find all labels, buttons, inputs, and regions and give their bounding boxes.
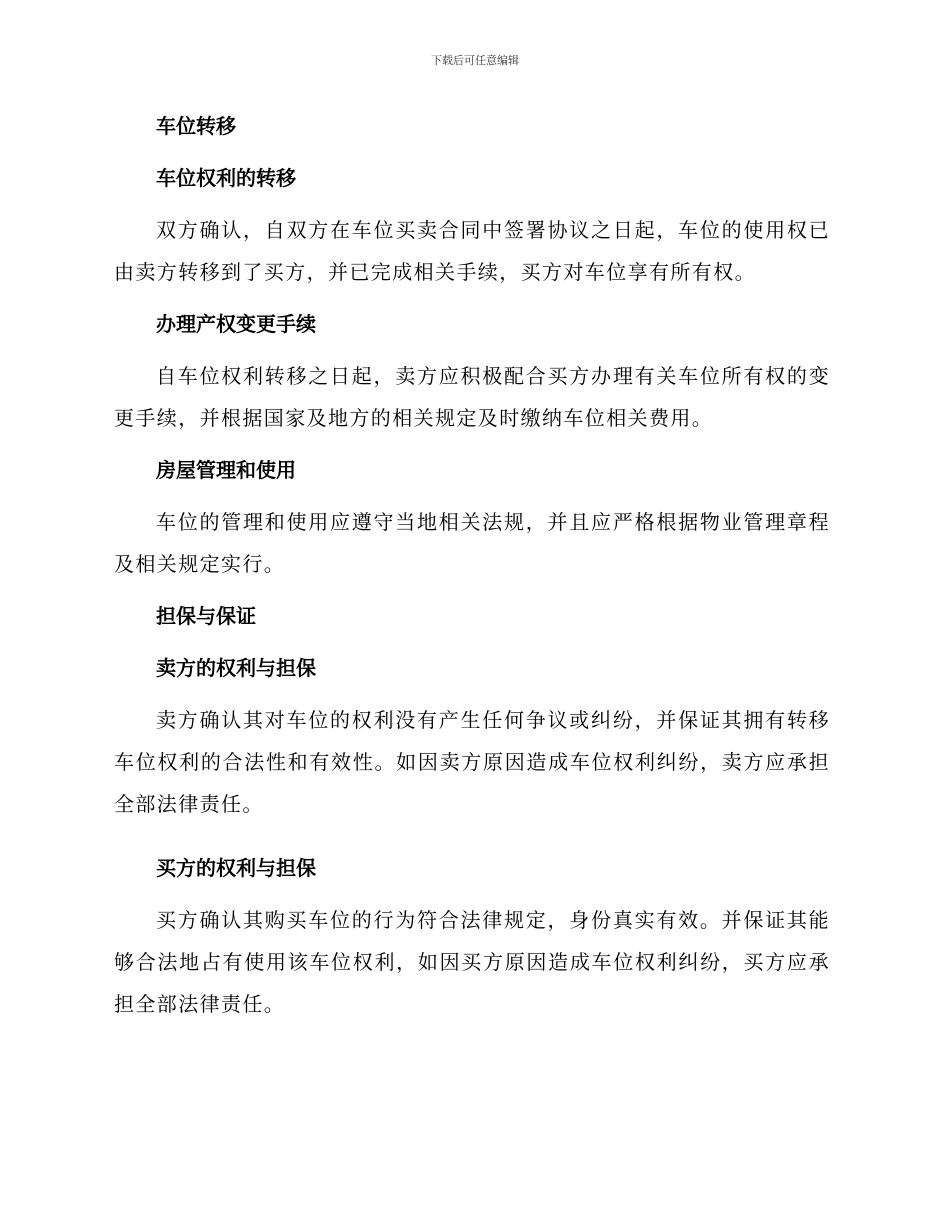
heading-management-use: 房屋管理和使用 xyxy=(156,458,296,482)
heading-title-change: 办理产权变更手续 xyxy=(156,312,316,336)
heading-parking-transfer: 车位转移 xyxy=(156,114,236,138)
paragraph-management-use: 车位的管理和使用应遵守当地相关法规，并且应严格根据物业管理章程及相关规定实行。 xyxy=(114,510,830,576)
heading-guarantee: 担保与保证 xyxy=(156,604,256,628)
heading-rights-transfer: 车位权利的转移 xyxy=(156,166,296,190)
paragraph-rights-transfer: 双方确认，自双方在车位买卖合同中签署协议之日起，车位的使用权已由卖方转移到了买方，并已完成相关手续，买方对车位享有所有权。 xyxy=(114,218,830,284)
paragraph-title-change: 自车位权利转移之日起，卖方应积极配合买方办理有关车位所有权的变更手续，并根据国家及地方的相关规定及时缴纳车位相关费用。 xyxy=(114,364,830,430)
paragraph-buyer-guarantee: 买方确认其购买车位的行为符合法律规定，身份真实有效。并保证其能够合法地占有使用该车位权利，如因买方原因造成车位权利纠纷，买方应承担全部法律责任。 xyxy=(114,908,830,1016)
page-header: 下载后可任意编辑 xyxy=(431,54,519,67)
heading-buyer-guarantee: 买方的权利与担保 xyxy=(156,856,316,880)
document-body xyxy=(114,105,830,1035)
paragraph-seller-guarantee: 卖方确认其对车位的权利没有产生任何争议或纠纷，并保证其拥有转移车位权利的合法性和有效性。如因卖方原因造成车位权利纠纷，卖方应承担全部法律责任。 xyxy=(114,708,830,816)
heading-seller-guarantee: 卖方的权利与担保 xyxy=(156,656,316,680)
